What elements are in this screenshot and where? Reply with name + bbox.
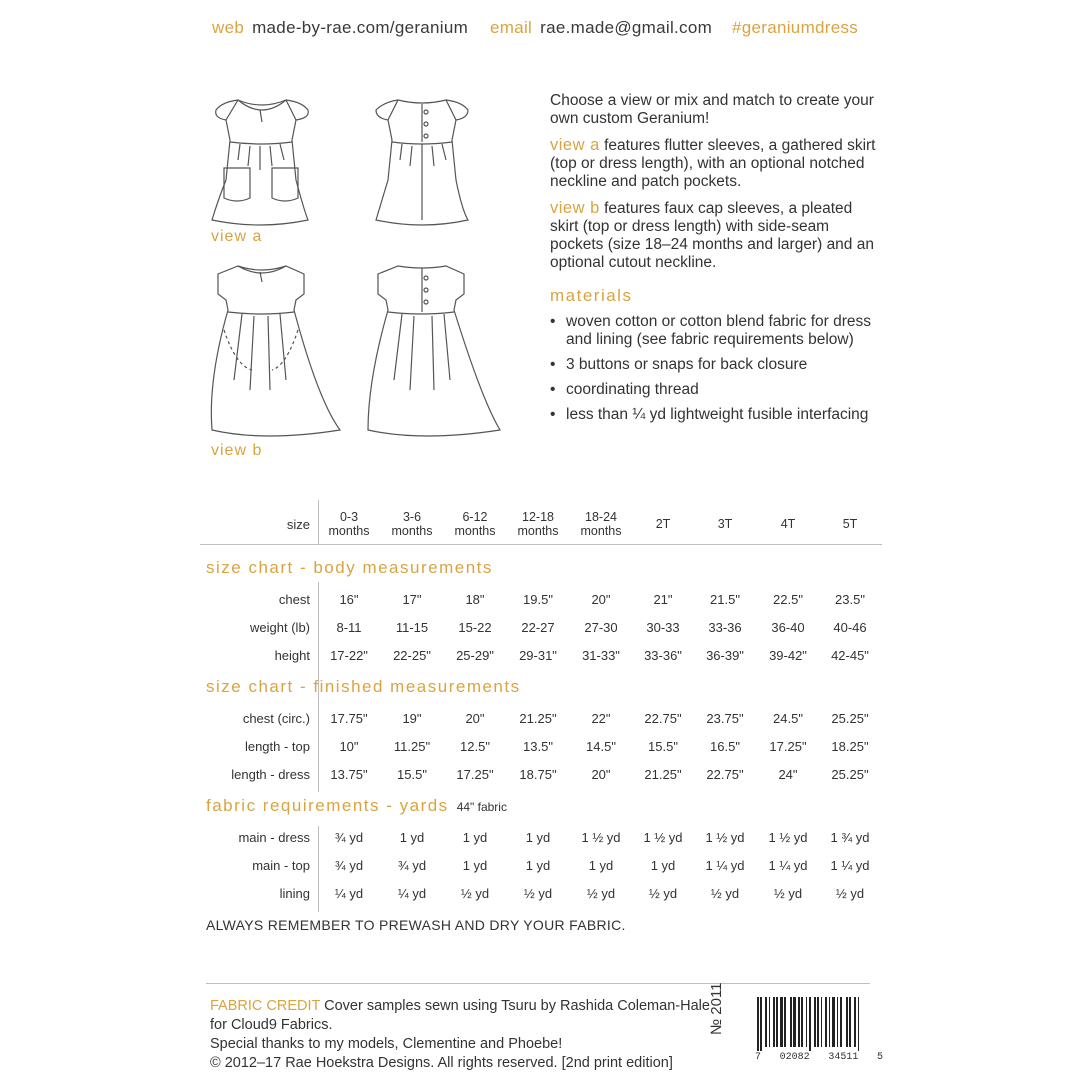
finished-row bbox=[200, 739, 882, 763]
email-address[interactable]: rae.made@gmail.com bbox=[540, 18, 713, 37]
body-row bbox=[200, 592, 882, 616]
table-cell: ½ yd bbox=[586, 886, 616, 901]
table-cell: 3-6 months bbox=[391, 510, 433, 538]
table-cell: ¼ yd bbox=[397, 886, 427, 901]
barcode-bar bbox=[854, 997, 856, 1047]
row-label: main - dress bbox=[238, 830, 310, 845]
table-cell: 1 yd bbox=[462, 858, 488, 873]
table-cell: 21.25" bbox=[644, 767, 682, 782]
table-cell: 1 ½ yd bbox=[768, 830, 808, 845]
table-cell: 3T bbox=[717, 517, 733, 531]
view-b-front-drawing bbox=[211, 266, 340, 436]
table-cell: 31-33" bbox=[582, 648, 620, 663]
barcode-bar bbox=[769, 997, 770, 1047]
footer-credits bbox=[210, 997, 730, 1073]
view-a-front-drawing bbox=[212, 100, 308, 225]
table-cell: 20" bbox=[465, 711, 485, 726]
view-b-back-drawing bbox=[368, 266, 500, 436]
table-cell: 25-29" bbox=[456, 648, 494, 663]
row-label: size bbox=[286, 517, 310, 532]
barcode-bar bbox=[849, 997, 851, 1047]
barcode bbox=[755, 997, 883, 1067]
view-a-label: view a bbox=[211, 228, 263, 245]
barcode-bar bbox=[765, 997, 767, 1047]
table-cell: 17-22" bbox=[330, 648, 368, 663]
barcode-digits bbox=[755, 1052, 883, 1063]
table-cell: 20" bbox=[591, 767, 611, 782]
table-cell: ½ yd bbox=[648, 886, 678, 901]
table-cell: 15-22 bbox=[458, 620, 492, 635]
table-cell: 22-25" bbox=[393, 648, 431, 663]
table-cell: 23.75" bbox=[706, 711, 744, 726]
barcode-bar bbox=[760, 997, 762, 1051]
table-cell: 1 ½ yd bbox=[581, 830, 621, 845]
barcode-bar bbox=[798, 997, 800, 1047]
barcode-bar bbox=[814, 997, 816, 1047]
view-a-back-drawing bbox=[376, 100, 468, 225]
table-cell: 17.25" bbox=[456, 767, 494, 782]
size-header-row bbox=[200, 510, 882, 538]
table-cell: 22.75" bbox=[644, 711, 682, 726]
table-cell: 18.75" bbox=[519, 767, 557, 782]
table-cell: 15.5" bbox=[648, 739, 678, 754]
table-cell: 39-42" bbox=[769, 648, 807, 663]
table-cell: 29-31" bbox=[519, 648, 557, 663]
barcode-bar bbox=[825, 997, 827, 1047]
table-cell: 10" bbox=[339, 739, 359, 754]
row-label: length - dress bbox=[231, 767, 310, 782]
barcode-bar bbox=[832, 997, 835, 1047]
body-measurements-title: size chart - body measurements bbox=[206, 558, 493, 577]
barcode-bar bbox=[790, 997, 792, 1047]
table-cell: 1 ¼ yd bbox=[768, 858, 808, 873]
barcode-digit-group: 7 bbox=[755, 1052, 762, 1063]
table-cell: 19.5" bbox=[523, 592, 553, 607]
catalog-number: № 2011 bbox=[708, 982, 725, 1035]
barcode-digit-group: 34511 bbox=[828, 1052, 859, 1063]
fabric-credit-label: FABRIC CREDIT bbox=[210, 998, 321, 1014]
barcode-bar bbox=[809, 997, 811, 1051]
table-cell: 4T bbox=[780, 517, 796, 531]
table-cell: 11.25" bbox=[393, 739, 431, 754]
view-b-text: features faux cap sleeves, a pleated skirt (top or dress length) with side-seam pockets (size 18–24 months and larger) and an optional cutout neckline. bbox=[550, 200, 874, 271]
barcode-bar bbox=[837, 997, 838, 1047]
table-cell: 1 yd bbox=[399, 830, 425, 845]
table-cell: 30-33 bbox=[646, 620, 680, 635]
body-row bbox=[200, 648, 882, 672]
table-cell: 12-18 months bbox=[517, 510, 559, 538]
web-contact bbox=[212, 18, 468, 38]
fabric-width-note: 44" fabric bbox=[456, 800, 507, 814]
table-cell: 8-11 bbox=[336, 620, 362, 635]
table-cell: ½ yd bbox=[710, 886, 740, 901]
prewash-note: ALWAYS REMEMBER TO PREWASH AND DRY YOUR FABRIC. bbox=[206, 917, 626, 933]
barcode-bar bbox=[846, 997, 848, 1047]
barcode-bar bbox=[780, 997, 783, 1047]
finished-measurements-title: size chart - finished measurements bbox=[206, 677, 521, 696]
barcode-bar bbox=[793, 997, 796, 1047]
table-cell: 21" bbox=[653, 592, 673, 607]
fabric-credit-text: Cover samples sewn using Tsuru by Rashida Coleman-Hale for Cloud9 Fabrics. bbox=[210, 998, 710, 1033]
table-cell: 36-40 bbox=[771, 620, 805, 635]
table-cell: 16.5" bbox=[710, 739, 740, 754]
fabric-row bbox=[200, 830, 882, 854]
barcode-bar bbox=[821, 997, 822, 1047]
view-a-text: features flutter sleeves, a gathered skirt (top or dress length), with an optional notched neckline and patch pockets. bbox=[550, 137, 876, 190]
table-cell: 17" bbox=[402, 592, 422, 607]
table-cell: 1 ½ yd bbox=[643, 830, 683, 845]
material-item: • woven cotton or cotton blend fabric for dress and lining (see fabric requirements below) bbox=[550, 313, 880, 349]
table-cell: 20" bbox=[591, 592, 611, 607]
table-cell: ½ yd bbox=[523, 886, 553, 901]
barcode-digit-group: 5 bbox=[876, 1052, 883, 1063]
materials-list bbox=[550, 313, 880, 431]
finished-row bbox=[200, 711, 882, 735]
barcode-bar bbox=[773, 997, 775, 1047]
view-b-description bbox=[550, 199, 880, 272]
thanks-text: Special thanks to my models, Clementine and Phoebe! bbox=[210, 1036, 563, 1052]
table-cell: 42-45" bbox=[831, 648, 869, 663]
fabric-row bbox=[200, 886, 882, 910]
table-cell: 1 ½ yd bbox=[705, 830, 745, 845]
table-cell: 2T bbox=[655, 517, 671, 531]
table-cell: 21.5" bbox=[710, 592, 740, 607]
dress-illustrations bbox=[200, 80, 530, 470]
table-cell: 1 yd bbox=[525, 858, 551, 873]
barcode-bar bbox=[829, 997, 830, 1047]
row-label: height bbox=[274, 648, 310, 663]
table-cell: 1 ¾ yd bbox=[830, 830, 870, 845]
table-cell: 33-36 bbox=[708, 620, 742, 635]
row-label: weight (lb) bbox=[250, 620, 310, 635]
table-cell: 15.5" bbox=[397, 767, 427, 782]
row-label: chest bbox=[278, 592, 310, 607]
table-cell: 23.5" bbox=[835, 592, 865, 607]
row-label: lining bbox=[279, 886, 310, 901]
table-cell: 17.75" bbox=[330, 711, 368, 726]
table-cell: ¾ yd bbox=[334, 858, 364, 873]
header-divider-horizontal bbox=[200, 544, 882, 545]
table-cell: 12.5" bbox=[460, 739, 490, 754]
web-url[interactable]: made-by-rae.com/geranium bbox=[252, 18, 469, 37]
table-cell: 1 yd bbox=[462, 830, 488, 845]
table-cell: 22-27 bbox=[521, 620, 555, 635]
body-row bbox=[200, 620, 882, 644]
table-cell: 25.25" bbox=[831, 767, 869, 782]
web-label: web bbox=[212, 18, 245, 37]
table-cell: 24.5" bbox=[773, 711, 803, 726]
barcode-bar bbox=[801, 997, 803, 1047]
table-cell: 18.25" bbox=[831, 739, 869, 754]
table-cell: 5T bbox=[842, 517, 858, 531]
table-cell: 17.25" bbox=[769, 739, 807, 754]
table-cell: ¼ yd bbox=[334, 886, 364, 901]
table-cell: ¾ yd bbox=[334, 830, 364, 845]
table-cell: 21.25" bbox=[519, 711, 557, 726]
table-cell: 19" bbox=[402, 711, 422, 726]
table-cell: 1 ¼ yd bbox=[705, 858, 745, 873]
table-cell: 25.25" bbox=[831, 711, 869, 726]
footer-divider bbox=[206, 983, 870, 984]
table-cell: 1 ¼ yd bbox=[830, 858, 870, 873]
view-b-label: view b bbox=[211, 442, 263, 459]
view-a-description bbox=[550, 136, 880, 191]
table-cell: 14.5" bbox=[586, 739, 616, 754]
table-cell: ½ yd bbox=[773, 886, 803, 901]
table-cell: 1 yd bbox=[588, 858, 614, 873]
barcode-bars bbox=[755, 997, 883, 1051]
description-block bbox=[550, 92, 880, 280]
barcode-bar bbox=[817, 997, 819, 1047]
material-item: • 3 buttons or snaps for back closure bbox=[550, 356, 880, 374]
table-cell: 40-46 bbox=[833, 620, 867, 635]
table-cell: 13.5" bbox=[523, 739, 553, 754]
row-label: length - top bbox=[244, 739, 310, 754]
table-cell: 13.75" bbox=[330, 767, 368, 782]
fabric-row bbox=[200, 858, 882, 882]
table-cell: 33-36" bbox=[644, 648, 682, 663]
table-cell: ½ yd bbox=[835, 886, 865, 901]
table-cell: ½ yd bbox=[460, 886, 490, 901]
table-cell: 27-30 bbox=[584, 620, 618, 635]
email-contact bbox=[490, 18, 712, 38]
table-cell: 36-39" bbox=[706, 648, 744, 663]
table-cell: 22" bbox=[591, 711, 611, 726]
view-a-heading: view a bbox=[550, 136, 600, 154]
table-cell: 16" bbox=[339, 592, 359, 607]
material-item: • coordinating thread bbox=[550, 381, 880, 399]
table-cell: 1 yd bbox=[650, 858, 676, 873]
barcode-bar bbox=[806, 997, 807, 1047]
fabric-requirements-title: fabric requirements - yards 44" fabric bbox=[206, 796, 507, 815]
table-cell: 22.5" bbox=[773, 592, 803, 607]
intro-text: Choose a view or mix and match to create your own custom Geranium! bbox=[550, 92, 874, 127]
table-cell: 18" bbox=[465, 592, 485, 607]
barcode-bar bbox=[858, 997, 859, 1051]
email-label: email bbox=[490, 18, 533, 37]
table-cell: ¾ yd bbox=[397, 858, 427, 873]
copyright-text: © 2012–17 Rae Hoekstra Designs. All rights reserved. [2nd print edition] bbox=[210, 1055, 673, 1071]
table-cell: 6-12 months bbox=[454, 510, 496, 538]
barcode-digit-group: 02082 bbox=[779, 1052, 810, 1063]
materials-title: materials bbox=[550, 286, 633, 305]
barcode-bar bbox=[840, 997, 842, 1047]
table-cell: 22.75" bbox=[706, 767, 744, 782]
row-label: chest (circ.) bbox=[242, 711, 310, 726]
table-cell: 18-24 months bbox=[580, 510, 622, 538]
table-cell: 0-3 months bbox=[328, 510, 370, 538]
fabric-credit bbox=[210, 997, 730, 1035]
table-cell: 1 yd bbox=[525, 830, 551, 845]
barcode-bar bbox=[757, 997, 759, 1051]
row-label: main - top bbox=[252, 858, 310, 873]
material-item: • less than ¼ yd lightweight fusible interfacing bbox=[550, 406, 880, 424]
table-cell: 11-15 bbox=[395, 620, 429, 635]
finished-row bbox=[200, 767, 882, 791]
hashtag[interactable]: #geraniumdress bbox=[732, 18, 859, 37]
barcode-bar bbox=[784, 997, 786, 1047]
barcode-bar bbox=[776, 997, 778, 1047]
view-b-heading: view b bbox=[550, 199, 600, 217]
table-cell: 24" bbox=[778, 767, 798, 782]
